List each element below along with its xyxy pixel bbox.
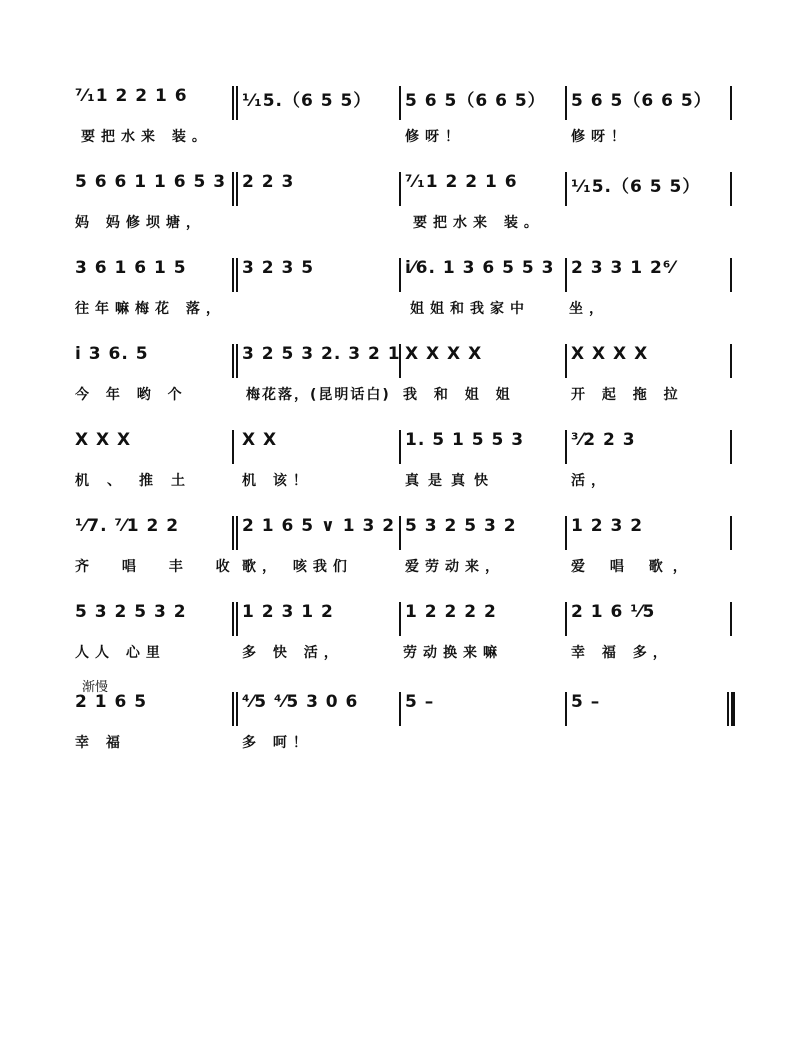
- barline: [730, 430, 732, 464]
- barline: [565, 172, 567, 206]
- measure: [75, 166, 230, 231]
- notes: 1 2 2 2 2: [405, 602, 497, 622]
- measure: [242, 166, 397, 200]
- notes: X X X: [75, 430, 132, 450]
- barline: [232, 172, 234, 206]
- measure: [403, 596, 563, 661]
- barline: [236, 692, 238, 726]
- notes: ¹⁄₁5.（6 5 5）: [571, 177, 701, 197]
- score-system-8: [0, 682, 790, 764]
- notes: 1 2 3 1 2: [242, 602, 334, 622]
- measure: [75, 80, 230, 145]
- barline: [399, 86, 401, 120]
- barline: [399, 692, 401, 726]
- notes: 3 2 3 5: [242, 258, 315, 278]
- lyrics: 齐 唱 丰 收: [75, 559, 244, 575]
- lyrics: 爱 唱 歌，: [571, 559, 697, 575]
- notes: X X: [242, 430, 278, 450]
- barline: [399, 602, 401, 636]
- measure: [571, 166, 729, 200]
- barline: [399, 258, 401, 292]
- measure: [242, 596, 397, 661]
- measure: [242, 338, 401, 403]
- measure: [75, 510, 244, 575]
- measure: [242, 424, 397, 489]
- score-system-4: [0, 338, 790, 420]
- notes: 5 3 2 5 3 2: [405, 516, 517, 536]
- barline: [236, 516, 238, 550]
- notes: ⁷⁄₁1 2 2 1 6: [75, 86, 188, 106]
- lyrics: 劳动换来嘛: [403, 645, 503, 661]
- notes: i⁄6. 1 3 6 5 5 3: [405, 258, 555, 278]
- barline: [730, 172, 732, 206]
- measure: [405, 80, 563, 145]
- lyrics: 幸 福 多，: [571, 645, 673, 661]
- barline: [730, 344, 732, 378]
- measure: [571, 510, 729, 575]
- score-system-2: [0, 166, 790, 248]
- barline: [730, 86, 732, 120]
- score-system-6: [0, 510, 790, 592]
- final-barline-thick: [731, 692, 735, 726]
- lyrics: 修呀！: [405, 129, 465, 145]
- lyrics: 机 该！: [242, 473, 313, 489]
- lyrics: 我 和 姐 姐: [403, 387, 516, 403]
- lyrics: 要把水来 装。: [81, 129, 212, 145]
- jianman-marking: 渐慢: [82, 680, 109, 695]
- barline: [565, 86, 567, 120]
- measure: [571, 424, 729, 489]
- notes: 2 3 3 1 2⁶⁄: [571, 258, 676, 278]
- measure: [571, 686, 721, 720]
- measure: [405, 252, 563, 317]
- lyrics: 真是真快: [405, 473, 497, 489]
- notes: X X X X: [571, 344, 649, 364]
- lyrics: 多 快 活，: [242, 645, 344, 661]
- measure: [75, 686, 230, 751]
- measure: [405, 424, 563, 489]
- notes: 1 2 3 2: [571, 516, 644, 536]
- barline: [399, 430, 401, 464]
- lyrics: 多 呵！: [242, 735, 313, 751]
- measure: [405, 510, 563, 575]
- notes: ³⁄2 2 3: [571, 430, 636, 450]
- measure: [242, 686, 397, 751]
- barline: [232, 86, 234, 120]
- measure: [405, 166, 563, 231]
- lyrics: 幸 福: [75, 735, 126, 751]
- notes: 5 –: [405, 692, 435, 712]
- score-system-5: [0, 424, 790, 506]
- barline: [730, 258, 732, 292]
- score-system-7: [0, 596, 790, 678]
- notes: ¹⁄₁5.（6 5 5）: [242, 91, 372, 111]
- lyrics: 今 年 哟 个: [75, 387, 188, 403]
- barline: [236, 344, 238, 378]
- notes: 5 3 2 5 3 2: [75, 602, 187, 622]
- notes: 5 –: [571, 692, 601, 712]
- lyrics: 活，: [571, 473, 611, 489]
- barline: [232, 602, 234, 636]
- lyrics: 姐姐和我家中: [410, 301, 530, 317]
- notes: ⁷⁄₁1 2 2 1 6: [405, 172, 518, 192]
- barline: [730, 602, 732, 636]
- lyrics: 妈 妈修坝塘，: [75, 215, 206, 231]
- notes: ⁴⁄5 ⁴⁄5 3 0 6: [242, 692, 359, 712]
- notes: 2 1 6 5: [75, 692, 148, 712]
- measure: [75, 596, 230, 661]
- measure: [242, 252, 397, 286]
- notes: 2 2 3: [242, 172, 295, 192]
- score-system-3: [0, 252, 790, 334]
- measure: [569, 252, 729, 317]
- lyrics: 歌， 咳我们: [242, 559, 353, 575]
- lyrics: 修呀！: [571, 129, 631, 145]
- lyrics: 梅花落，(昆明话白): [246, 387, 391, 403]
- barline: [236, 258, 238, 292]
- measure: [405, 686, 563, 720]
- barline: [232, 692, 234, 726]
- barline: [565, 602, 567, 636]
- measure: [403, 338, 563, 403]
- notes: 3 2 5 3 2. 3 2 1: [242, 344, 401, 364]
- lyrics: 爱劳动来，: [405, 559, 505, 575]
- barline: [232, 516, 234, 550]
- barline: [565, 692, 567, 726]
- lyrics: 人人 心里: [75, 645, 166, 661]
- measure: [571, 338, 729, 403]
- notes: 5 6 5（6 6 5）: [571, 91, 712, 111]
- barline: [565, 258, 567, 292]
- barline: [399, 172, 401, 206]
- measure: [571, 80, 729, 145]
- barline: [399, 516, 401, 550]
- score-system-1: [0, 80, 790, 162]
- barline: [236, 86, 238, 120]
- notes: 3 6 1 6 1 5: [75, 258, 187, 278]
- measure: [571, 596, 729, 661]
- lyrics: 开 起 拖 拉: [571, 387, 684, 403]
- lyrics: 坐，: [569, 301, 609, 317]
- notes: 5 6 5（6 6 5）: [405, 91, 546, 111]
- measure: [75, 338, 230, 403]
- barline: [565, 344, 567, 378]
- barline: [565, 516, 567, 550]
- final-barline-thin: [727, 692, 729, 726]
- barline: [236, 172, 238, 206]
- notes: 2 1 6 5 ∨ 1 3 2: [242, 516, 396, 536]
- lyrics: 机、推土: [75, 473, 203, 489]
- measure: [75, 252, 230, 317]
- barline: [232, 258, 234, 292]
- barline: [232, 430, 234, 464]
- notes: 5 6 6 1 1 6 5 3: [75, 172, 227, 192]
- final-barline: [727, 692, 735, 726]
- notes: 1. 5 1 5 5 3: [405, 430, 525, 450]
- measure: [242, 80, 397, 114]
- measure: [75, 424, 230, 489]
- measure: [242, 510, 397, 575]
- lyrics: 要把水来 装。: [413, 215, 544, 231]
- barline: [232, 344, 234, 378]
- barline: [565, 430, 567, 464]
- notes: i 3 6. 5: [75, 344, 149, 364]
- notes: 2 1 6 ¹⁄5: [571, 602, 656, 622]
- barline: [730, 516, 732, 550]
- notes: X X X X: [405, 344, 483, 364]
- notes: ¹⁄7. ⁷⁄1 2 2: [75, 516, 180, 536]
- lyrics: 往年嘛梅花 落，: [75, 301, 226, 317]
- barline: [236, 602, 238, 636]
